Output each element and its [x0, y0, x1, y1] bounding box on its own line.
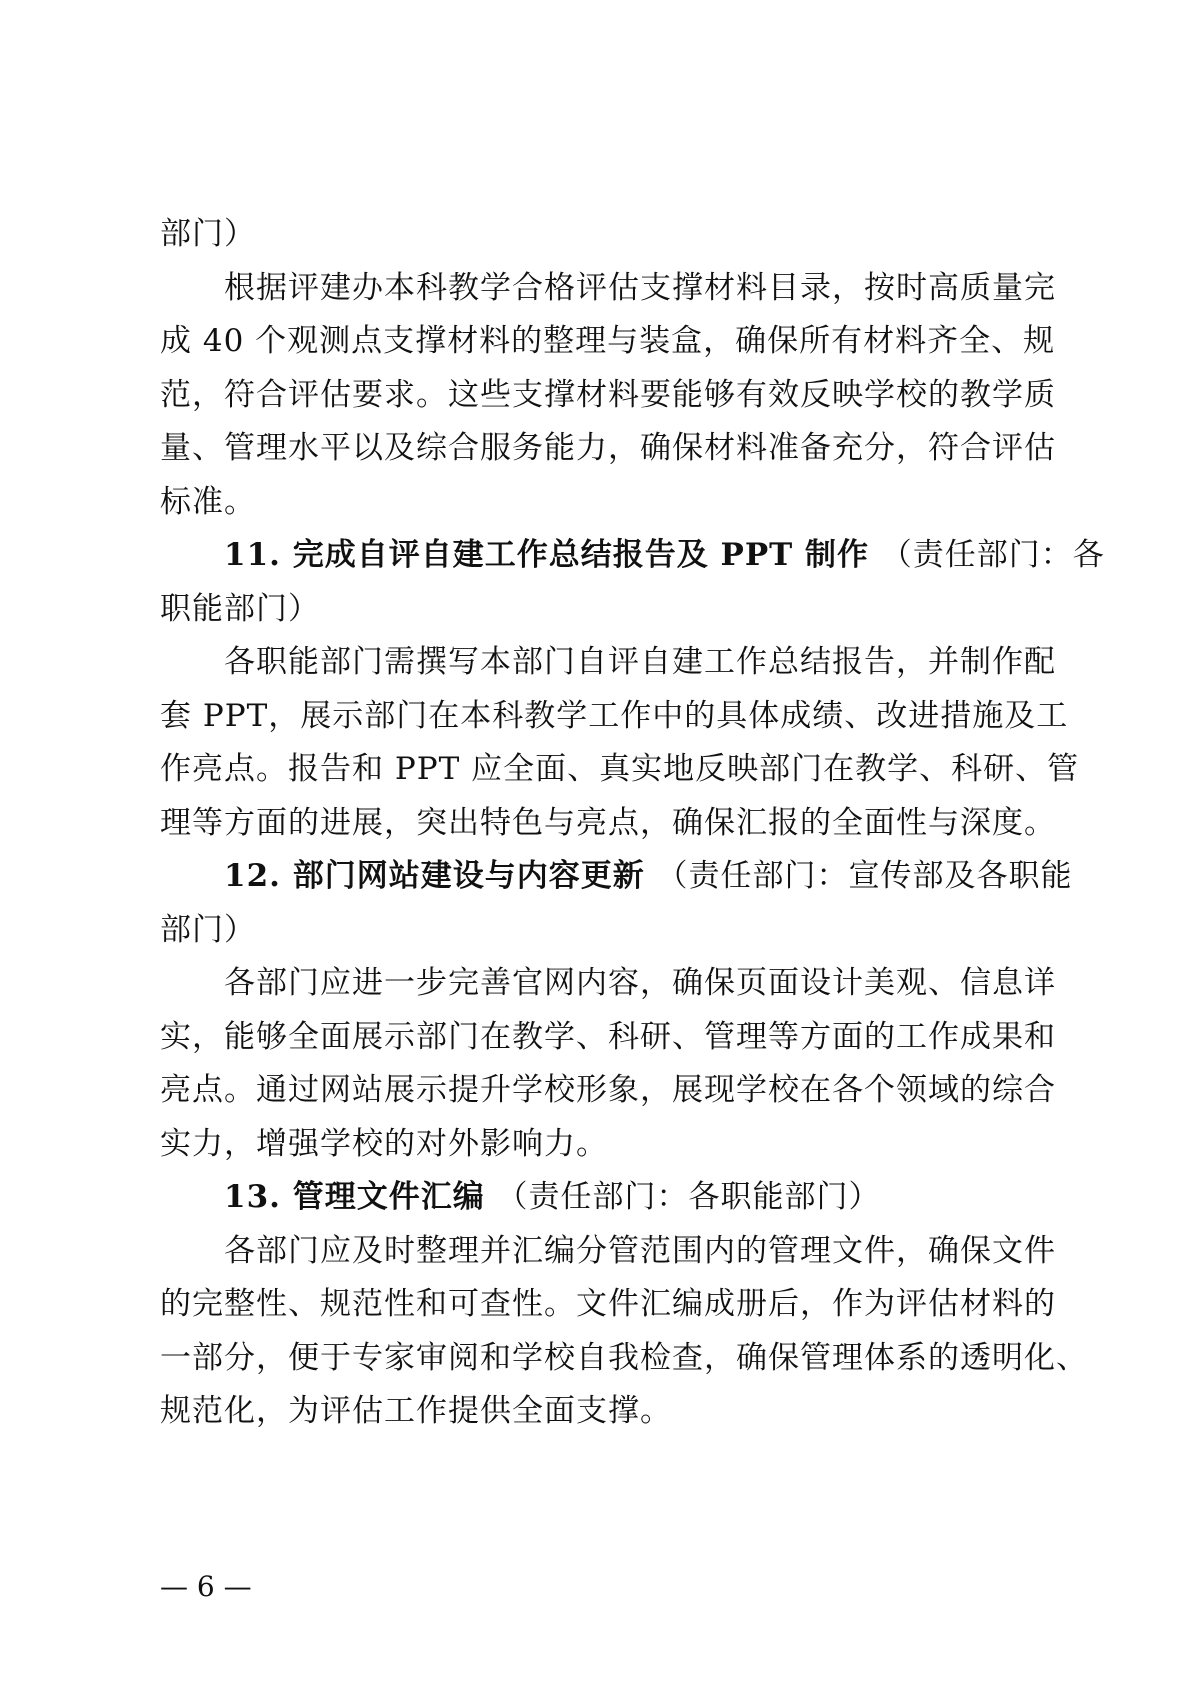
section-heading-title: 12. 部门网站建设与内容更新	[224, 858, 657, 894]
body-text-line: 实力，增强学校的对外影响力。	[160, 1125, 608, 1162]
body-text-line: 部门）	[160, 911, 256, 948]
body-text-line: 根据评建办本科教学合格评估支撑材料目录，按时高质量完	[224, 269, 1056, 306]
page-number: — 6 —	[160, 1570, 252, 1603]
body-text-line: 理等方面的进展，突出特色与亮点，确保汇报的全面性与深度。	[160, 804, 1056, 841]
body-text-line: 实，能够全面展示部门在教学、科研、管理等方面的工作成果和	[160, 1018, 1056, 1055]
body-text-line: 量、管理水平以及综合服务能力，确保材料准备充分，符合评估	[160, 430, 1056, 466]
body-text-line: 亮点。通过网站展示提升学校形象，展现学校在各个领域的综合	[160, 1072, 1056, 1108]
section-heading-line	[160, 1171, 1040, 1225]
section-heading-line	[160, 529, 1105, 583]
section-heading-title: 11. 完成自评自建工作总结报告及 PPT 制作	[224, 537, 881, 573]
section-heading-line	[160, 850, 1073, 904]
section-responsible-dept: （责任部门：各职能部门）	[496, 1179, 881, 1215]
section-responsible-dept: （责任部门：宣传部及各职能	[656, 858, 1073, 894]
body-text-line: 职能部门）	[160, 590, 320, 627]
body-text-line: 成 40 个观测点支撑材料的整理与装盒，确保所有材料齐全、规	[160, 323, 1056, 359]
section-responsible-dept: （责任部门：各	[880, 537, 1105, 573]
body-text-line: 标准。	[160, 483, 256, 520]
body-text-line: 套 PPT，展示部门在本科教学工作中的具体成绩、改进措施及工	[160, 697, 1069, 734]
body-text-line: 作亮点。报告和 PPT 应全面、真实地反映部门在教学、科研、管	[160, 751, 1080, 787]
body-text-line: 一部分，便于专家审阅和学校自我检查，确保管理体系的透明化、	[160, 1339, 1088, 1376]
body-text-line: 部门）	[160, 216, 256, 252]
section-heading-title: 13. 管理文件汇编	[224, 1179, 497, 1215]
document-body	[160, 208, 1105, 1439]
body-text-line: 各部门应及时整理并汇编分管范围内的管理文件，确保文件	[224, 1232, 1056, 1269]
body-text-line: 各部门应进一步完善官网内容，确保页面设计美观、信息详	[224, 965, 1056, 1001]
body-text-line: 范，符合评估要求。这些支撑材料要能够有效反映学校的教学质	[160, 376, 1056, 413]
body-text-line: 的完整性、规范性和可查性。文件汇编成册后，作为评估材料的	[160, 1286, 1056, 1322]
body-text-line: 各职能部门需撰写本部门自评自建工作总结报告，并制作配	[224, 644, 1056, 680]
body-text-line: 规范化，为评估工作提供全面支撑。	[160, 1393, 672, 1429]
